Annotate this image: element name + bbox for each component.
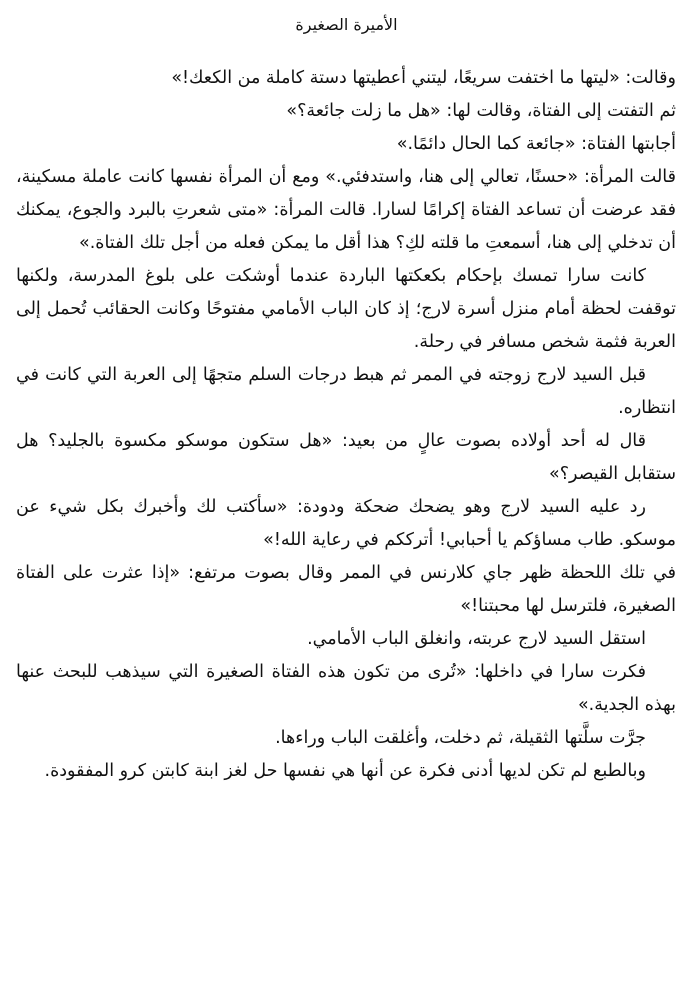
paragraph-4: قالت المرأة: «حسنًا، تعالي إلى هنا، واستدفئي.» ومع أن المرأة نفسها كانت عاملة مسكينة، فقد عرضت أن تساعد الفتاة إكرامًا لسارا. قالت المرأة: «متى شعرتِ بالبرد والجوع، يمكنك أن تدخلي إلى هنا، أسمعتِ ما قلته لكِ؟ هذا أقل ما يمكن فعله من أجل تلك الفتاة.» — [16, 167, 676, 253]
text-body — [16, 62, 676, 788]
paragraph-1: وقالت: «ليتها ما اختفت سريعًا، ليتني أعطيتها دستة كاملة من الكعك!» — [171, 68, 676, 88]
paragraph-5: كانت سارا تمسك بإحكام بكعكتها الباردة عندما أوشكت على بلوغ المدرسة، ولكنها توقفت لحظة أمام منزل أسرة لارج؛ إذ كان الباب الأمامي مفتوحًا وكانت الحقائب تُحمل إلى العربة فثمة شخص مسافر في رحلة. — [16, 266, 676, 352]
paragraph-10: استقل السيد لارج عربته، وانغلق الباب الأمامي. — [307, 629, 646, 649]
paragraph-9: في تلك اللحظة ظهر جاي كلارنس في الممر وقال بصوت مرتفع: «إذا عثرت على الفتاة الصغيرة، فلترسل لها محبتنا!» — [16, 563, 676, 616]
paragraph-13: وبالطبع لم تكن لديها أدنى فكرة عن أنها هي نفسها حل لغز ابنة كابتن كرو المفقودة. — [44, 761, 646, 781]
paragraph-7: قال له أحد أولاده بصوت عالٍ من بعيد: «هل ستكون موسكو مكسوة بالجليد؟ هل ستقابل القيصر؟» — [16, 431, 676, 484]
running-header: الأميرة الصغيرة — [295, 15, 398, 34]
paragraph-6: قبل السيد لارج زوجته في الممر ثم هبط درجات السلم متجهًا إلى العربة التي كانت في انتظاره. — [16, 365, 676, 418]
paragraph-11: فكرت سارا في داخلها: «تُرى من تكون هذه الفتاة الصغيرة التي سيذهب للبحث عنها بهذه الجدية.» — [16, 662, 676, 715]
paragraph-2: ثم التفتت إلى الفتاة، وقالت لها: «هل ما زلت جائعة؟» — [286, 101, 676, 121]
paragraph-8: رد عليه السيد لارج وهو يضحك ضحكة ودودة: «سأكتب لك وأخبرك بكل شيء عن موسكو. طاب مساؤكم يا أحبابي! أترككم في رعاية الله!» — [16, 497, 676, 550]
paragraph-12: جرَّت سلَّتها الثقيلة، ثم دخلت، وأغلقت الباب وراءها. — [275, 728, 646, 748]
paragraph-3: أجابتها الفتاة: «جائعة كما الحال دائمًا.» — [396, 134, 676, 154]
